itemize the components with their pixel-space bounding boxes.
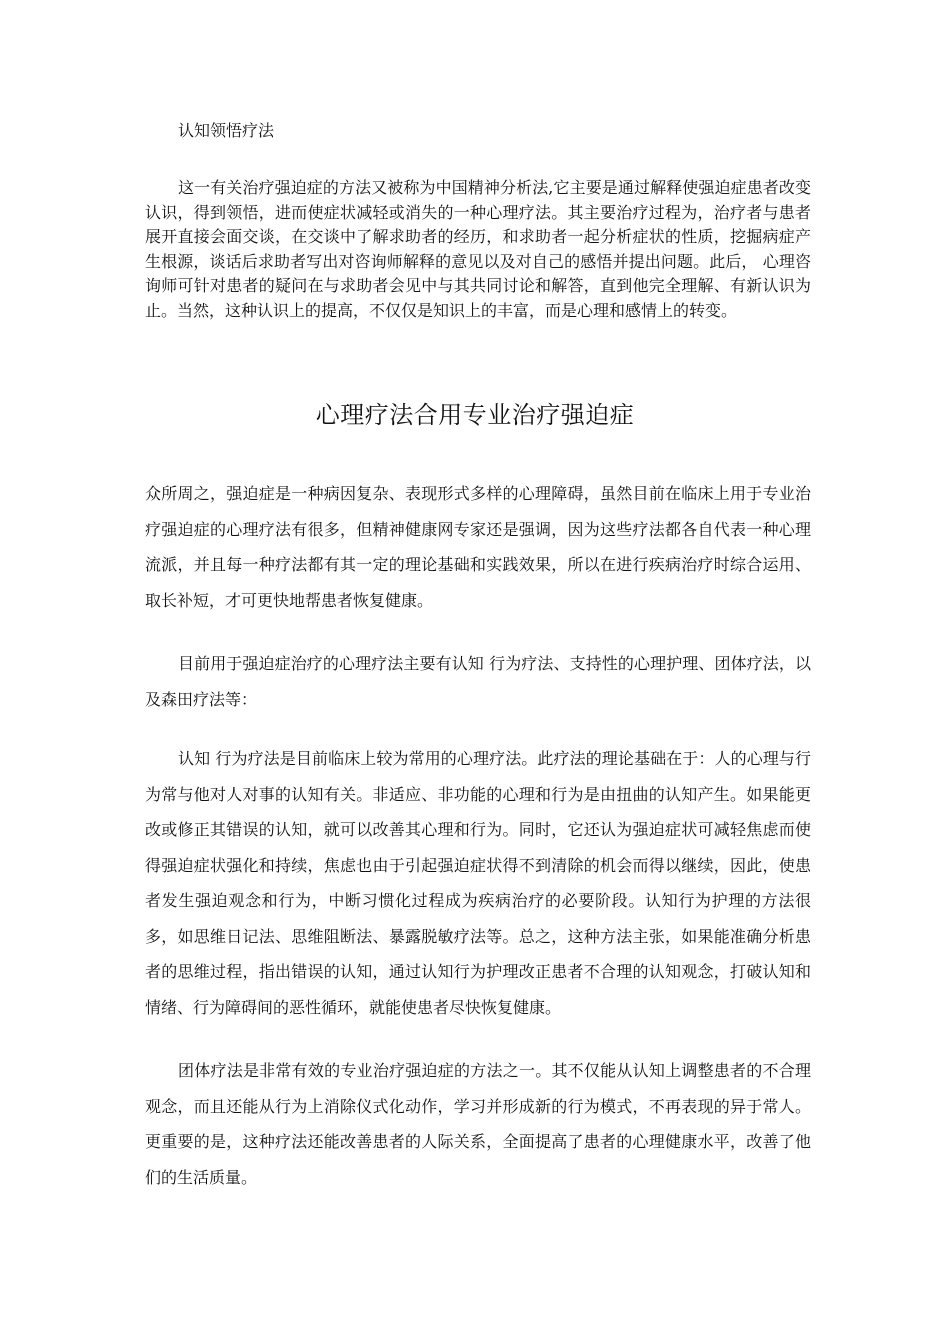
body-paragraph-4: 团体疗法是非常有效的专业治疗强迫症的方法之一。其不仅能从认知上调整患者的不合理观念，而且还能从行为上消除仪式化动作，学习并形成新的行为模式，不再表现的异于常人。更重要的是，这种疗法还能改善患者的人际关系，全面提高了患者的心理健康水平，改善了他们的生活质量。 <box>145 1061 811 1187</box>
page-title: 心理疗法合用专业治疗强迫症 <box>315 401 635 429</box>
body-paragraph-3: 认知 行为疗法是目前临床上较为常用的心理疗法。此疗法的理论基础在于：人的心理与行为常与他对人对事的认知有关。非适应、非功能的心理和行为是由扭曲的认知产生。如果能更改或修正其错误的认知，就可以改善其心理和行为。同时，它还认为强迫症状可减轻焦虑而使得强迫症状强化和持续，焦虑也由于引起强迫症状得不到清除的机会而得以继续，因此，使患者发生强迫观念和行为，中断习惯化过程成为疾病治疗的必要阶段。认知行为护理的方法很多，如思维日记法、思维阻断法、暴露脱敏疗法等。总之，这种方法主张，如果能准确分析患者的思维过程，指出错误的认知，通过认知行为护理改正患者不合理的认知观念，打破认知和情绪、行为障碍间的恶性循环，就能使患者尽快恢复健康。 <box>145 749 811 1017</box>
section-heading: 认知领悟疗法 <box>178 121 275 140</box>
body-paragraph-2: 目前用于强迫症治疗的心理疗法主要有认知 行为疗法、支持性的心理护理、团体疗法，以及森田疗法等： <box>145 654 811 709</box>
section-paragraph: 这一有关治疗强迫症的方法又被称为中国精神分析法,它主要是通过解释使强迫症患者改变认识，得到领悟，进而使症状减轻或消失的一种心理疗法。其主要治疗过程为，治疗者与患者展开直接会面交谈，在交谈中了解求助者的经历，和求助者一起分析症状的性质，挖掘病症产生根源，谈话后求助者写出对咨询师解释的意见以及对自己的感悟并提出问题。此后， 心理咨询师可针对患者的疑问在与求助者会见中与其共同讨论和解答，直到他完全理解、有新认识为止。当然，这种认识上的提高，不仅仅是知识上的丰富，而是心理和感情上的转变。 <box>145 178 811 320</box>
body-paragraph-1: 众所周之，强迫症是一种病因复杂、表现形式多样的心理障碍，虽然目前在临床上用于专业治疗强迫症的心理疗法有很多，但精神健康网专家还是强调，因为这些疗法都各自代表一种心理流派，并且每一种疗法都有其一定的理论基础和实践效果，所以在进行疾病治疗时综合运用、取长补短，才可更快地帮患者恢复健康。 <box>145 484 811 610</box>
